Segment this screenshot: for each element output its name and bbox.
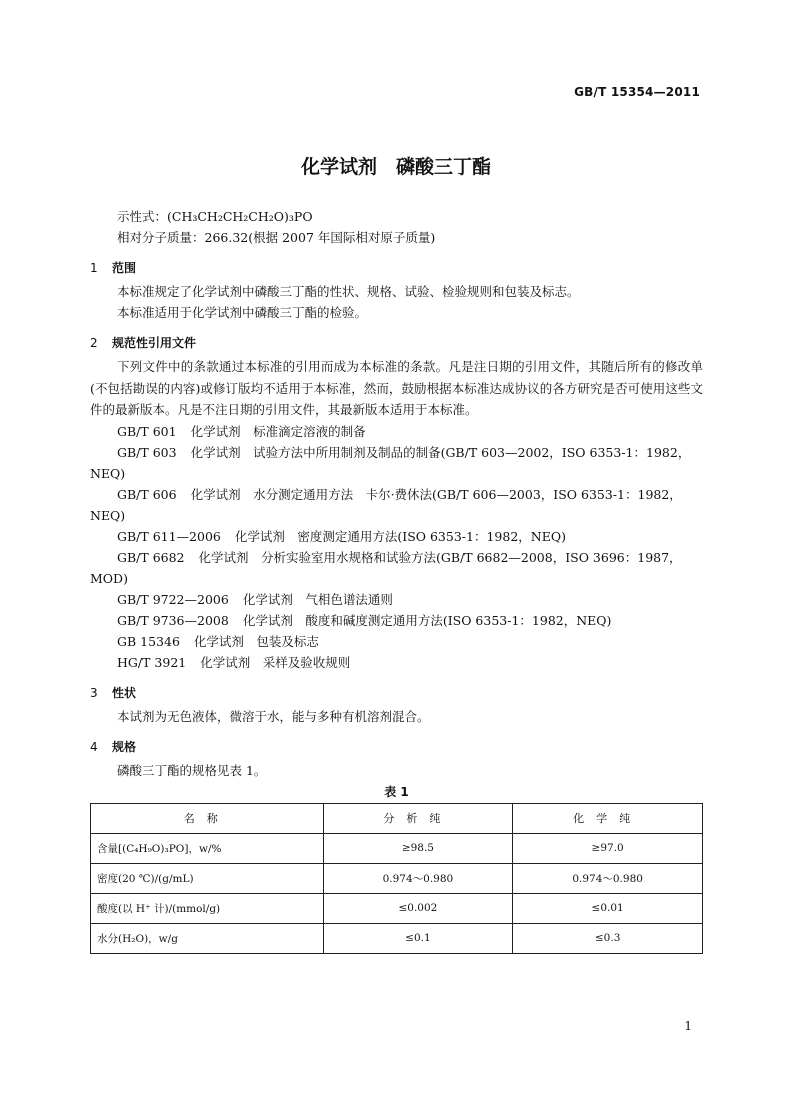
reference-item	[90, 610, 703, 631]
reference-item	[90, 631, 703, 652]
reference-item	[90, 547, 703, 568]
table-header-row	[91, 803, 703, 833]
section-number: 4	[90, 739, 98, 754]
section-3-para: 本试剂为无色液体，微溶于水，能与多种有机溶剂混合。	[117, 708, 430, 724]
section-title: 规格	[112, 739, 137, 754]
reference-item	[90, 442, 703, 463]
section-number: 1	[90, 261, 98, 275]
table-row	[91, 893, 703, 923]
reference-title: 化学试剂 试验方法中所用制剂及制品的制备(GB/T 603—2002，ISO 6353-1：1982，	[190, 444, 691, 460]
molar-mass-line: 相对分子质量：266.32(根据 2007 年国际相对原子质量)	[117, 230, 436, 245]
section-number: 2	[90, 336, 98, 350]
table-row	[91, 863, 703, 893]
section-2-heading	[90, 331, 703, 356]
reference-code: GB/T 9722—2006	[117, 591, 229, 607]
section-number: 3	[90, 685, 98, 700]
section-2-intro: 下列文件中的条款通过本标准的引用而成为本标准的条款。凡是注日期的引用文件，其随后所有的修改单(不包括勘误的内容)或修订版均不适用于本标准，然而，鼓励根据本标准达成协议的各方研究是否可使用这些文件的最新版本。凡是不注日期的引用文件，其最新版本适用于本标准。	[90, 359, 703, 417]
column-header-cp: 化学纯	[513, 803, 703, 833]
reference-title: 化学试剂 标准滴定溶液的制备	[190, 423, 366, 439]
table-row	[91, 833, 703, 863]
specification-table	[90, 803, 703, 954]
table-cell-name: 含量[(C₄H₉O)₃PO]，w/%	[91, 833, 324, 863]
reference-continuation: MOD)	[90, 570, 128, 586]
table-cell-cp: ≤0.3	[513, 923, 703, 953]
reference-title: 化学试剂 采样及验收规则	[200, 654, 351, 670]
reference-title: 化学试剂 包装及标志	[193, 633, 319, 649]
reference-continuation: NEQ)	[90, 465, 126, 481]
document-body	[90, 206, 703, 954]
reference-item	[90, 652, 703, 673]
page-number: 1	[684, 1019, 692, 1033]
section-4-para: 磷酸三丁酯的规格见表 1。	[117, 762, 267, 778]
reference-continuation: NEQ)	[90, 507, 126, 523]
reference-item	[90, 421, 703, 442]
reference-item	[90, 526, 703, 547]
table-cell-name: 水分(H₂O)，w/g	[91, 923, 324, 953]
reference-title: 化学试剂 分析实验室用水规格和试验方法(GB/T 6682—2008，ISO 3696：1987，	[198, 549, 682, 565]
reference-code: HG/T 3921	[117, 654, 187, 670]
reference-title: 化学试剂 水分测定通用方法 卡尔·费休法(GB/T 606—2003，ISO 6353-1：1982，	[190, 486, 682, 502]
table-cell-name: 酸度(以 H⁺ 计)/(mmol/g)	[91, 893, 324, 923]
table-cell-ar: ≤0.1	[323, 923, 513, 953]
table-cell-cp: 0.974～0.980	[513, 863, 703, 893]
reference-code: GB/T 601	[117, 423, 177, 439]
section-4-heading	[90, 735, 703, 760]
table-cell-ar: ≤0.002	[323, 893, 513, 923]
table-row	[91, 923, 703, 953]
reference-title: 化学试剂 密度测定通用方法(ISO 6353-1：1982，NEQ)	[234, 528, 566, 544]
table-cell-ar: ≥98.5	[323, 833, 513, 863]
table-cell-name: 密度(20 ℃)/(g/mL)	[91, 863, 324, 893]
section-title: 规范性引用文件	[112, 336, 197, 350]
column-header-ar: 分析纯	[323, 803, 513, 833]
section-title: 性状	[112, 685, 137, 700]
reference-code: GB/T 611—2006	[117, 528, 221, 544]
reference-title: 化学试剂 酸度和碱度测定通用方法(ISO 6353-1：1982，NEQ)	[242, 612, 612, 628]
table-cell-cp: ≤0.01	[513, 893, 703, 923]
section-1-para-1: 本标准规定了化学试剂中磷酸三丁酯的性状、规格、试验、检验规则和包装及标志。	[117, 284, 580, 299]
section-1-heading	[90, 256, 703, 281]
table-cell-cp: ≥97.0	[513, 833, 703, 863]
column-header-name: 名称	[91, 803, 324, 833]
document-title: 化学试剂 磷酸三丁酯	[300, 156, 491, 178]
reference-code: GB/T 603	[117, 444, 177, 460]
section-title: 范围	[112, 261, 137, 275]
section-3-heading	[90, 681, 703, 706]
table-cell-ar: 0.974～0.980	[323, 863, 513, 893]
reference-title: 化学试剂 气相色谱法通则	[242, 591, 393, 607]
reference-code: GB/T 606	[117, 486, 177, 502]
reference-code: GB 15346	[117, 633, 180, 649]
reference-item	[90, 589, 703, 610]
standard-code: GB/T 15354—2011	[574, 85, 700, 99]
section-1-para-2: 本标准适用于化学试剂中磷酸三丁酯的检验。	[117, 305, 368, 320]
reference-code: GB/T 6682	[117, 549, 185, 565]
table-caption: 表 1	[384, 784, 409, 799]
reference-item	[90, 484, 703, 505]
reference-code: GB/T 9736—2008	[117, 612, 229, 628]
formula-line: 示性式：(CH₃CH₂CH₂CH₂O)₃PO	[117, 209, 313, 224]
